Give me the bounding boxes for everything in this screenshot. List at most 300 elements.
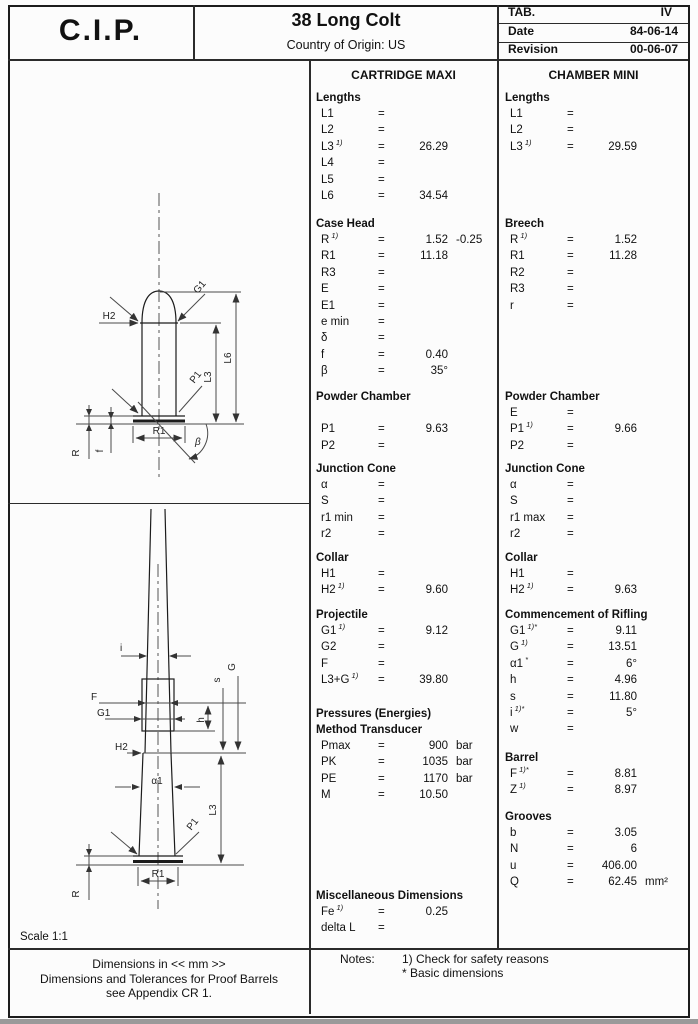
row-extra: bar [456, 756, 473, 769]
row-spacer [310, 405, 497, 421]
dim-label-h: h [196, 717, 207, 723]
row-label: G $^{1)}$ [510, 638, 528, 654]
g1-arrow-right [134, 716, 142, 722]
row-eq: = [378, 922, 385, 935]
row-b [499, 825, 688, 841]
row-label: α [321, 479, 328, 491]
column-chamber-mini [499, 60, 688, 948]
dim-label-f: f [95, 449, 106, 453]
row-s [499, 493, 688, 509]
row-label-superscript: 1)* [512, 704, 525, 714]
row-l1 [499, 106, 688, 122]
dim-label-p1: P1 [187, 369, 205, 386]
row-delta-l [310, 920, 497, 936]
row-eq: = [567, 690, 574, 703]
dim-label-f: F [91, 692, 98, 703]
dim-label-r: R [71, 890, 82, 898]
row-label: Fe $^{1)}$ [321, 903, 344, 918]
row-label: β [321, 365, 328, 378]
row-label: L1 [321, 108, 334, 120]
row-eq: = [378, 348, 385, 361]
row-label-superscript: 1) [522, 137, 532, 147]
row-label: r2 [321, 528, 332, 541]
row-label-superscript: 1) [524, 581, 534, 591]
dimensions-note-line: Dimensions and Tolerances for Proof Barrels [40, 971, 278, 986]
row-r3 [499, 281, 688, 297]
row-label-superscript: 1) [335, 581, 345, 591]
row-val: 8.81 [614, 768, 637, 780]
row-l3 [310, 139, 497, 155]
section-commencement-of-rifling [499, 607, 688, 738]
row-eq: = [567, 827, 574, 839]
section-case-head [310, 216, 497, 380]
column-cartridge-maxi [310, 60, 497, 948]
section-heading: Powder Chamber [505, 391, 600, 403]
row-eq: = [378, 495, 385, 508]
row-spacer [310, 363, 497, 379]
row-label: P1 [321, 423, 336, 436]
country-of-origin: Country of Origin: US [286, 38, 406, 52]
row-label: b [510, 827, 517, 839]
row-label: u [510, 859, 517, 872]
rim-band [133, 420, 185, 423]
row-label: H2 $^{1)}$ [321, 581, 345, 597]
row-eq: = [567, 439, 574, 452]
section-junction-cone [310, 461, 497, 543]
section-heading: Breech [505, 218, 544, 230]
dim-label-i: i [120, 643, 123, 654]
revision-value: 00-06-07 [629, 42, 678, 56]
row-label-superscript: 1) [518, 231, 528, 241]
row-pk [310, 754, 497, 770]
dim-label-l3: L3 [203, 371, 214, 383]
section-powder-chamber [499, 389, 688, 454]
row-h1 [499, 566, 688, 582]
row-label: r1 max [510, 511, 546, 524]
section-breech [499, 216, 688, 314]
alpha1-arrow-left [174, 784, 182, 790]
dim-label-s: s [212, 677, 223, 683]
column-title-chamber-mini: CHAMBER MINI [548, 68, 639, 82]
row-eq: = [378, 108, 385, 120]
scale-label: Scale 1:1 [20, 931, 68, 943]
row-eq: = [567, 584, 574, 597]
scan-edge [0, 1019, 698, 1024]
r-arrow-up [86, 424, 92, 431]
row-l5 [310, 172, 497, 188]
org-logo-text: C.I.P. [58, 14, 143, 47]
row-eq: = [378, 157, 385, 170]
dim-label-beta: β [195, 437, 201, 448]
row-label-superscript: 1) [333, 137, 343, 147]
row-l3 [499, 139, 688, 155]
row-val: 9.63 [614, 584, 637, 597]
row-label: R1 [510, 250, 525, 263]
row-eq: = [378, 315, 385, 328]
row-eq: = [567, 528, 574, 541]
row-val: 8.97 [614, 784, 637, 797]
row-pmax [310, 738, 497, 754]
r-arrow-down [86, 409, 92, 416]
row-fe [310, 904, 497, 920]
row-eq: = [378, 332, 385, 345]
row-l6 [310, 188, 497, 204]
row-eq: = [378, 789, 385, 802]
rim-band [133, 860, 183, 863]
row-r [310, 232, 497, 248]
section-miscellaneous-dimensions [310, 888, 497, 937]
row-e-min [310, 314, 497, 330]
note-line: 1) Check for safety reasons [402, 952, 549, 966]
row-eq: = [567, 568, 574, 580]
row-label: δ [321, 332, 328, 345]
tab-label: TAB. [508, 5, 536, 19]
row-label: N [510, 843, 519, 856]
row-label: G1 $^{1)}$ [321, 622, 346, 637]
section-heading: Lengths [316, 92, 361, 104]
row-q [499, 874, 688, 890]
row-label: Q [510, 876, 519, 889]
section-heading: Junction Cone [505, 463, 585, 475]
section-collar [499, 550, 688, 599]
row-val: 35° [430, 365, 448, 378]
row-eq: = [567, 495, 574, 508]
section-heading: Collar [505, 552, 538, 564]
section-barrel [499, 750, 688, 799]
i-arrow-right [139, 653, 147, 659]
row-extra: bar [456, 740, 473, 752]
row-eq: = [567, 266, 574, 279]
row-eq: = [567, 283, 574, 296]
alpha1-arrow-right [132, 784, 140, 790]
row-eq: = [567, 234, 574, 246]
row-val: 0.25 [425, 906, 448, 918]
row-val: 1.52 [614, 234, 637, 246]
i-arrow-left [169, 653, 177, 659]
row-h [499, 672, 688, 688]
row-h2 [499, 582, 688, 598]
row-1 [499, 656, 688, 672]
section-heading: Miscellaneous Dimensions [316, 890, 463, 902]
row-r [499, 298, 688, 314]
row-r2 [310, 526, 497, 542]
row-label-superscript: 1)* [525, 622, 538, 632]
row-label: P2 [510, 439, 525, 452]
row-eq: = [567, 511, 574, 524]
row-spacer [310, 477, 497, 493]
row-val: 9.12 [425, 625, 448, 637]
dim-label-l3: L3 [208, 804, 219, 816]
row-label-superscript: 1) [518, 638, 528, 648]
row-label-superscript: 1) [517, 781, 526, 791]
row-u [499, 858, 688, 874]
row-g2 [310, 639, 497, 655]
row-label: E [510, 407, 518, 419]
row-label-superscript: 1) [336, 622, 346, 632]
row-l3-g [310, 672, 497, 688]
row-extra: mm² [645, 876, 668, 889]
row-label-superscript: 1) [334, 903, 344, 913]
section-heading: Method Transducer [316, 724, 423, 736]
section-heading: Projectile [316, 609, 368, 621]
dim-label-r: R [71, 449, 82, 457]
row-f [499, 766, 688, 782]
row-val: 13.51 [608, 641, 637, 654]
row-label: H1 [321, 568, 336, 580]
section-heading: Powder Chamber [316, 391, 411, 403]
dim-label-alpha1: α1 [151, 776, 163, 787]
chamber-wall-outline [139, 753, 175, 856]
row-eq: = [567, 657, 574, 670]
row-h2 [310, 582, 497, 598]
row-eq: = [378, 584, 385, 597]
row-eq: = [378, 173, 385, 186]
row-label: r1 min [321, 511, 353, 524]
row-eq: = [378, 234, 385, 246]
row-label: L4 [321, 157, 334, 170]
row-label: P1 $^{1)}$ [510, 420, 533, 436]
chamber-drawing [9, 504, 309, 947]
row-p1 [310, 421, 497, 437]
row-f [310, 656, 497, 672]
dim-label-g: G [227, 663, 238, 671]
row-val: 9.63 [425, 423, 448, 436]
row-l2 [310, 122, 497, 138]
dim-label-p1: P1 [184, 816, 202, 833]
dim-label-r1: R1 [152, 426, 166, 437]
row-p2 [499, 438, 688, 454]
row-val: 10.50 [419, 789, 448, 802]
row-label-superscript: * [523, 654, 529, 664]
row-eq: = [567, 625, 574, 637]
row-eq: = [378, 625, 385, 637]
row-eq: = [378, 189, 385, 202]
row-eq: = [567, 108, 574, 120]
section-heading: Junction Cone [316, 463, 396, 475]
row-val: 5° [626, 706, 637, 719]
row-eq: = [567, 843, 574, 856]
row-val: 11.80 [609, 690, 637, 703]
row-label: L3 $^{1)}$ [510, 137, 532, 153]
row-label: P2 [321, 439, 336, 452]
dimensions-note-line: see Appendix CR 1. [105, 986, 213, 1000]
row-label: F $^{1)*}$ [510, 765, 529, 780]
row-extra: -0.25 [456, 234, 483, 246]
row-label: H1 [510, 568, 525, 580]
row-label: E1 [321, 299, 336, 312]
section-pressures-energies [310, 706, 497, 804]
row-eq: = [378, 674, 385, 687]
row-label: R3 [321, 266, 336, 279]
row-label: L2 [321, 124, 334, 137]
row-label: h [510, 674, 517, 687]
row-spacer [499, 477, 688, 493]
dim-label-r1: R1 [151, 869, 165, 880]
row-eq: = [567, 784, 574, 797]
row-pe [310, 771, 497, 787]
row-r1-max [499, 510, 688, 526]
row-val: 9.11 [615, 625, 637, 637]
row-eq: = [567, 723, 574, 736]
dim-label-h2: H2 [102, 311, 116, 322]
dimensions-note [8, 957, 310, 1001]
dim-label-g1: G1 [191, 278, 209, 297]
notes-lines [402, 952, 549, 980]
row-m [310, 787, 497, 803]
row-label: R1 [321, 250, 336, 263]
row-eq: = [567, 876, 574, 889]
row-label: F [321, 657, 329, 670]
row-r3 [310, 265, 497, 281]
row-l1 [310, 106, 497, 122]
row-n [499, 841, 688, 857]
row-val: 39.80 [419, 674, 448, 687]
row-eq: = [378, 283, 385, 296]
row-label: L3 $^{1)}$ [321, 137, 343, 153]
row-label: R3 [510, 283, 525, 296]
row-label: R $^{1)}$ [321, 231, 339, 246]
notes-label: Notes: [340, 952, 375, 966]
row-val: 6° [626, 657, 637, 670]
row-z [499, 782, 688, 798]
row-val: 3.05 [614, 827, 637, 839]
row-val: 9.60 [425, 584, 448, 597]
row-label-superscript: 1) [329, 231, 339, 241]
section-junction-cone [499, 461, 688, 543]
row-r1 [499, 248, 688, 264]
row-label-superscript: 1) [524, 420, 533, 430]
row-val: 26.29 [419, 140, 448, 153]
row-w [499, 721, 688, 737]
row-i [499, 705, 688, 721]
row-eq: = [567, 140, 574, 153]
row-label: S [510, 495, 518, 508]
row-spacer [310, 330, 497, 346]
row-val: 62.45 [608, 876, 637, 889]
row-val: 11.18 [420, 250, 448, 263]
row-label: r2 [510, 528, 521, 541]
row-eq: = [567, 768, 574, 780]
row-eq: = [378, 423, 385, 436]
section-grooves [499, 809, 688, 891]
row-eq: = [378, 439, 385, 452]
r-arrow-down [86, 849, 92, 856]
row-label: e min [321, 315, 350, 328]
row-label: delta L [321, 922, 356, 935]
row-label: i $^{1)*}$ [510, 704, 525, 719]
row-label: α [510, 479, 517, 491]
row-eq: = [378, 772, 385, 785]
row-val: 1170 [423, 772, 448, 785]
row-eq: = [378, 906, 385, 918]
row-val: 4.96 [614, 674, 637, 687]
p1-leaders [112, 386, 202, 413]
row-val: 1035 [422, 756, 448, 769]
row-f [310, 347, 497, 363]
row-eq: = [378, 365, 385, 378]
section-heading: Pressures (Energies) [316, 708, 432, 720]
row-r2 [499, 265, 688, 281]
row-eq: = [567, 423, 574, 436]
row-eq: = [378, 250, 385, 263]
row-label: R2 [510, 266, 525, 279]
row-val: 34.54 [419, 189, 448, 202]
row-label: Z $^{1)}$ [510, 781, 526, 797]
row-label: r [510, 299, 514, 312]
cartridge-drawing [9, 61, 309, 501]
row-eq: = [378, 299, 385, 312]
row-eq: = [567, 479, 574, 491]
dim-label-g1: G1 [97, 708, 111, 719]
revision-label: Revision [508, 42, 559, 56]
tab-value: IV [660, 5, 672, 19]
row-label: s [510, 690, 516, 703]
footer-top-line [8, 948, 688, 950]
section-lengths [310, 90, 497, 204]
section-heading: Barrel [505, 752, 539, 764]
row-r2 [499, 526, 688, 542]
row-label-superscript: 1) [349, 671, 359, 681]
row-e [310, 281, 497, 297]
row-label: S [321, 495, 329, 508]
row-eq: = [378, 528, 385, 541]
r-arrow-up [86, 865, 92, 872]
row-l4 [310, 155, 497, 171]
row-eq: = [567, 407, 574, 419]
date-label: Date [508, 24, 535, 38]
section-heading: Case Head [316, 218, 375, 230]
row-label: G1 $^{1)*}$ [510, 622, 538, 637]
row-r [499, 232, 688, 248]
row-val: 29.59 [608, 140, 637, 153]
row-eq: = [567, 299, 574, 312]
row-eq: = [378, 140, 385, 153]
row-eq: = [378, 511, 385, 524]
row-p1 [499, 421, 688, 437]
row-eq: = [378, 266, 385, 279]
section-projectile [310, 607, 497, 689]
column-title-cartridge-maxi: CARTRIDGE MAXI [351, 68, 456, 82]
row-s [499, 689, 688, 705]
row-h1 [310, 566, 497, 582]
row-label: α1 * [510, 654, 529, 670]
row-label: L6 [321, 189, 334, 202]
row-label: R $^{1)}$ [510, 231, 528, 246]
row-eq: = [378, 657, 385, 670]
row-r1-min [310, 510, 497, 526]
row-val: 9.66 [614, 423, 637, 436]
row-label: Pmax [321, 740, 351, 752]
row-eq: = [567, 859, 574, 872]
row-eq: = [378, 740, 385, 752]
row-l2 [499, 122, 688, 138]
row-label-superscript: 1)* [517, 765, 529, 775]
row-val: 406.00 [601, 859, 637, 872]
row-label: H2 $^{1)}$ [510, 581, 534, 597]
row-label: L3+G $^{1)}$ [321, 671, 359, 687]
row-e [499, 405, 688, 421]
g1-leader [178, 294, 205, 321]
row-val: 1.52 [425, 234, 448, 246]
row-g1 [499, 623, 688, 639]
row-label: L2 [510, 124, 523, 137]
row-eq: = [567, 674, 574, 687]
section-heading: Lengths [505, 92, 550, 104]
section-heading: Grooves [505, 811, 552, 823]
row-label: L1 [510, 108, 523, 120]
section-powder-chamber [310, 389, 497, 454]
dim-label-l6: L6 [223, 352, 234, 364]
